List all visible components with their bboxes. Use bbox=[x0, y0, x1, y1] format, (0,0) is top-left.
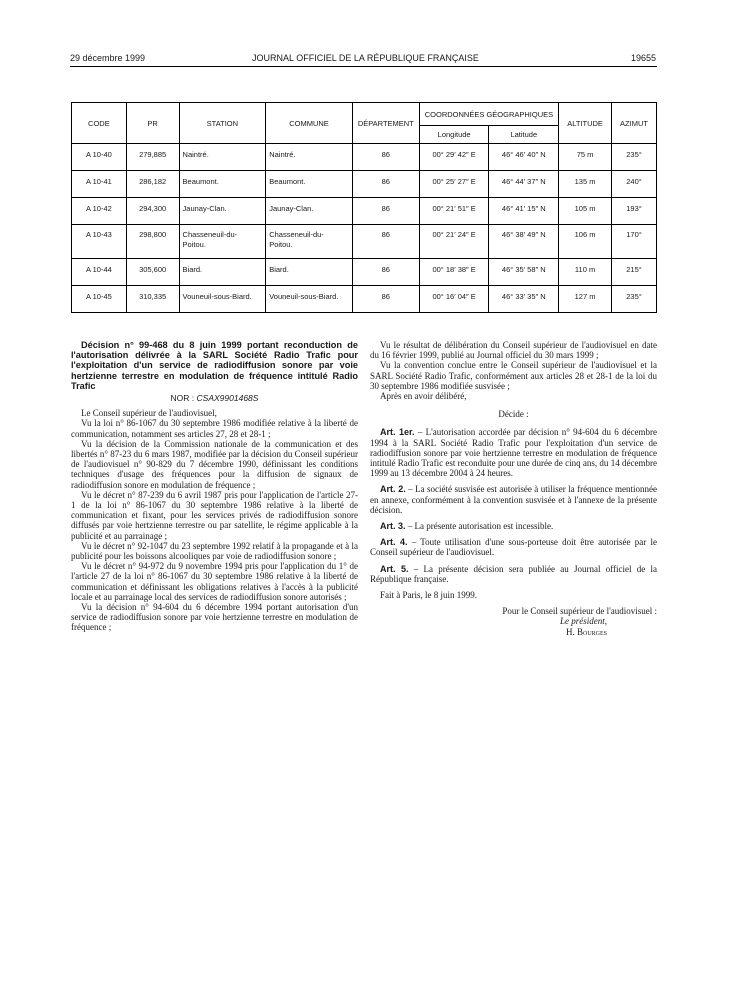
page-number: 19655 bbox=[630, 53, 656, 63]
paragraph: Vu la décision n° 94-604 du 6 décembre 1994 portant autorisation d'un service de radiodiffusion sonore par voie hertzienne terrestre en modulation de fréquence ; bbox=[71, 602, 358, 633]
paragraph: Après en avoir délibéré, bbox=[380, 391, 467, 402]
paragraph: Vu le décret n° 92-1047 du 23 septembre 1992 relatif à la propagande et à la publicité pour les boissons alcooliques par voie de radiodiffusion sonore ; bbox=[71, 540, 358, 562]
place-date: Fait à Paris, le 8 juin 1999. bbox=[380, 590, 477, 601]
paragraph: Vu le décret n° 87-239 du 6 avril 1987 pris pour l'application de l'article 27-1 de la loi n° 86-1067 du 30 septembre 1986 relative à la liberté de communication et fixant, pour les services privés de radiodiffusion sonore diffusés par voie hertzienne terrestre ou par satellite, le régime applicable à la publicité et au parrainage ; bbox=[71, 489, 358, 541]
header-date: 29 décembre 1999 bbox=[70, 53, 146, 63]
paragraph: Vu le résultat de délibération du Conseil supérieur de l'audiovisuel en date du 16 février 1999, publié au Journal officiel du 30 mars 1999 ; bbox=[370, 340, 657, 361]
table-row: A 10-42 294,300 Jaunay-Clan. Jaunay-Clan. 86 00° 21′ 51″ E 46° 41′ 15″ N 105 m 193° bbox=[72, 198, 657, 225]
table-row: A 10-43 298,800 Chasseneuil-du- Poitou. Chasseneuil-du- Poitou. 86 00° 21′ 24″ E 46° 38′ 49″ N 106 m 170° bbox=[72, 225, 657, 259]
nor-code: CSAX9901468S bbox=[196, 393, 259, 404]
decision-title: Décision n° 99-468 du 8 juin 1999 portant reconduction de l'autorisation délivrée à la SARL Société Radio Trafic pour l'exploitation d'un service de radiodiffusion sonore par voie hertzienne terrestre en modulation de fréquence intitulé Radio Trafic bbox=[71, 340, 358, 391]
table-row: A 10-44 305,600 Biard. Biard. 86 00° 18′ 38″ E 46° 35′ 58″ N 110 m 215° bbox=[72, 259, 657, 286]
col-commune: COMMUNE bbox=[266, 103, 353, 144]
col-pr: PR bbox=[126, 103, 179, 144]
article-5: Art. 5. – La présente décision sera publiée au Journal officiel de la République française. bbox=[370, 563, 658, 584]
article-label: Art. 2. bbox=[380, 484, 406, 495]
paragraph: Vu la loi n° 86-1067 du 30 septembre 1986 modifiée relative à la liberté de communication, notamment ses articles 27, 28 et 28-1 ; bbox=[71, 418, 358, 439]
col-altitude: ALTITUDE bbox=[559, 103, 612, 144]
header-rule bbox=[70, 66, 657, 67]
nor-label: NOR : bbox=[170, 393, 195, 404]
paragraph: Vu la convention conclue entre le Conseil supérieur de l'audiovisuel et la SARL Société Radio Trafic, conformément aux articles 28 et 28-1 de la loi du 30 septembre 1986 modifiée susvisée ; bbox=[370, 360, 657, 391]
article-1: Art. 1er. – L'autorisation accordée par décision n° 94-604 du 6 décembre 1994 à la SARL Société Radio Trafic pour l'exploitation d'un service de radiodiffusion sonore par voie hertzienne terrestre en modulation de fréquence intitulé Radio Trafic est reconduite pour une durée de cinq ans, du 14 décembre 1999 au 13 décembre 2004 à 24 heures. bbox=[370, 427, 657, 479]
col-code: CODE bbox=[72, 103, 127, 144]
stations-table bbox=[71, 102, 657, 313]
col-latitude: Latitude bbox=[489, 126, 559, 144]
col-azimut: AZIMUT bbox=[612, 103, 657, 144]
article-2: Art. 2. – La société susvisée est autorisée à utiliser la fréquence mentionnée en annexe, conformément à la convention susvisée et à l'annexe de la présente décision. bbox=[370, 484, 657, 515]
journal-title: JOURNAL OFFICIEL DE LA RÉPUBLIQUE FRANÇAISE bbox=[252, 53, 479, 63]
table-row: A 10-45 310,335 Vouneuil-sous-Biard. Vouneuil-sous-Biard. 86 00° 16′ 04″ E 46° 33′ 35″ N 127 m 235° bbox=[72, 286, 657, 313]
table-row: A 10-41 286,182 Beaumont. Beaumont. 86 00° 25′ 27″ E 46° 44′ 37″ N 135 m 240° bbox=[72, 171, 657, 198]
signer-role: Le président, bbox=[560, 616, 607, 627]
nor-reference bbox=[71, 393, 358, 403]
decide-heading: Décide : bbox=[498, 409, 529, 420]
article-label: Art. 3. bbox=[380, 521, 406, 532]
table-row: A 10-40 279,885 Naintré. Naintré. 86 00° 29′ 42″ E 46° 46′ 40″ N 75 m 235° bbox=[72, 144, 657, 171]
col-departement: DÉPARTEMENT bbox=[352, 103, 419, 144]
col-longitude: Longitude bbox=[419, 126, 489, 144]
left-column bbox=[71, 340, 358, 633]
paragraph: Le Conseil supérieur de l'audiovisuel, bbox=[81, 408, 217, 419]
article-3: Art. 3. – La présente autorisation est incessible. bbox=[380, 521, 554, 532]
signer-name: H. Bourges bbox=[565, 626, 607, 637]
article-label: Art. 4. bbox=[380, 537, 408, 548]
article-label: Art. 5. bbox=[380, 563, 409, 574]
article-label: Art. 1er. bbox=[380, 427, 415, 438]
paragraph: Vu le décret n° 94-972 du 9 novembre 1994 pris pour l'application du 1° de l'article 27 de la loi n° 86-1067 du 30 septembre 1986 relative à la liberté de communication et définissant les obligations relatives à l'accès à la publicité locale et au parrainage local des services de radiodiffusion sonore autorisés ; bbox=[71, 561, 358, 602]
paragraph: Vu la décision de la Commission nationale de la communication et des libertés n° 87-23 du 6 mars 1987, modifiée par la décision du Conseil supérieur de l'audiovisuel n° 90-829 du 7 décembre 1990, définissant les conditions techniques d'usage des fréquences pour la diffusion de signaux de radiodiffusion sonore en modulation de fréquence ; bbox=[71, 438, 358, 490]
signature-line: Pour le Conseil supérieur de l'audiovisuel : bbox=[502, 606, 657, 617]
right-column bbox=[370, 340, 657, 637]
col-coordinates: COORDONNÉES GÉOGRAPHIQUES bbox=[419, 103, 558, 126]
col-station: STATION bbox=[179, 103, 266, 144]
article-4: Art. 4. – Toute utilisation d'une sous-porteuse doit être autorisée par le Conseil supérieur de l'audiovisuel. bbox=[370, 537, 657, 558]
